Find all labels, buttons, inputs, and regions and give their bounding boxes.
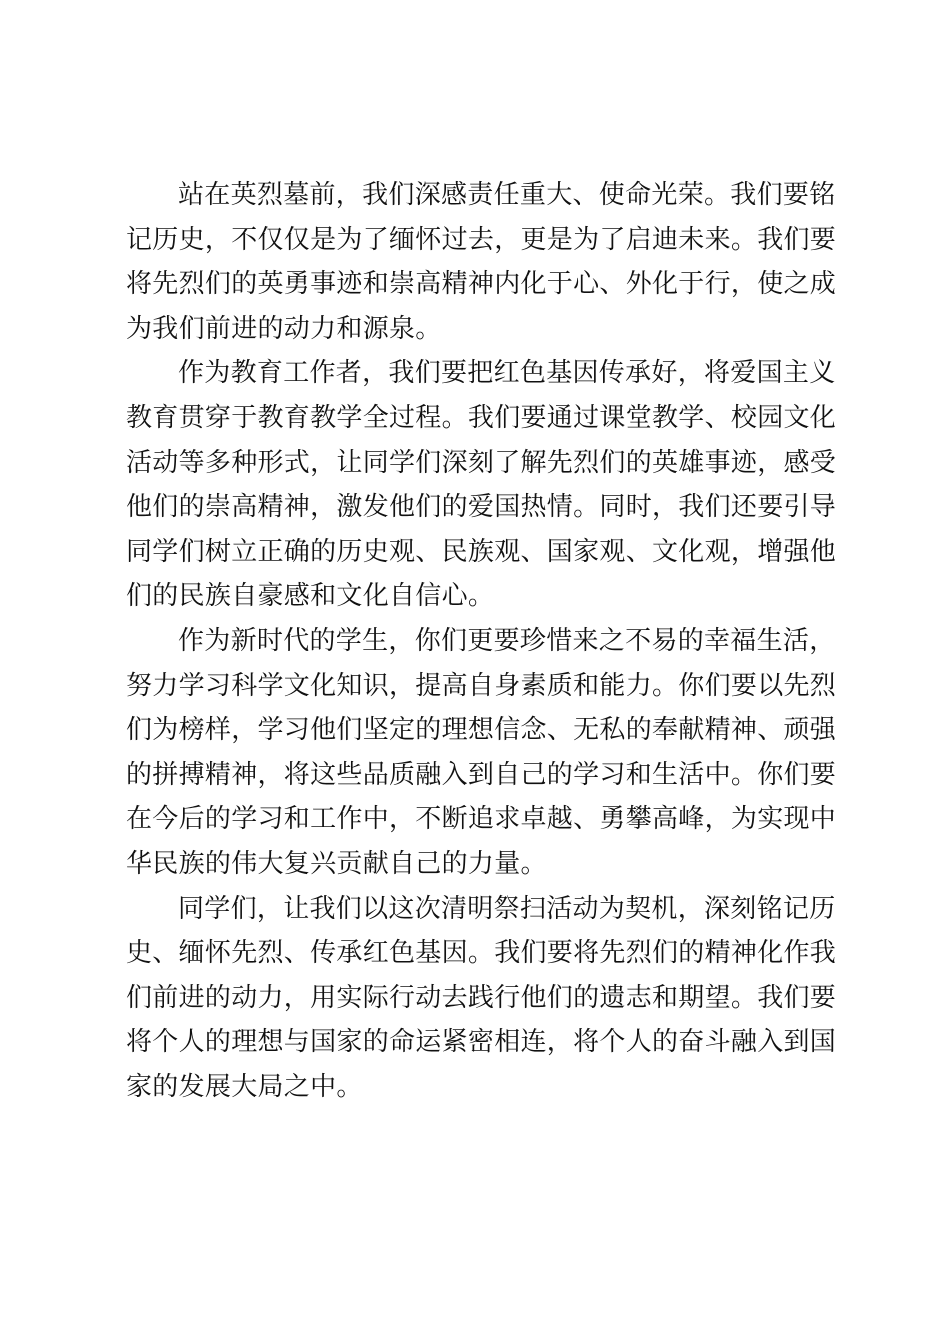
paragraph-line: 华民族的伟大复兴贡献自己的力量。 xyxy=(126,848,547,879)
paragraph-line: 作为新时代的学生，你们更要珍惜来之不易的幸福生活， xyxy=(178,625,836,656)
paragraph-line: 们前进的动力，用实际行动去践行他们的遗志和期望。我们要 xyxy=(126,982,837,1013)
paragraph-line: 将个人的理想与国家的命运紧密相连，将个人的奋斗融入到国 xyxy=(126,1027,837,1058)
paragraph-4 xyxy=(126,887,837,1110)
paragraph-3 xyxy=(126,619,837,887)
paragraph-line: 活动等多种形式，让同学们深刻了解先烈们的英雄事迹，感受 xyxy=(126,447,837,478)
paragraph-line: 在今后的学习和工作中，不断追求卓越、勇攀高峰，为实现中 xyxy=(126,804,837,835)
paragraph-line: 站在英烈墓前，我们深感责任重大、使命光荣。我们要铭 xyxy=(178,180,836,210)
document-body xyxy=(126,173,837,1109)
paragraph-line: 记历史，不仅仅是为了缅怀过去，更是为了启迪未来。我们要 xyxy=(126,224,837,255)
paragraph-1 xyxy=(126,173,837,351)
paragraph-line: 将先烈们的英勇事迹和崇高精神内化于心、外化于行，使之成 xyxy=(126,269,837,300)
paragraph-line: 努力学习科学文化知识，提高自身素质和能力。你们要以先烈 xyxy=(126,670,837,701)
paragraph-line: 们为榜样，学习他们坚定的理想信念、无私的奉献精神、顽强 xyxy=(126,715,837,746)
paragraph-line: 们的民族自豪感和文化自信心。 xyxy=(126,581,495,612)
paragraph-line: 作为教育工作者，我们要把红色基因传承好，将爱国主义 xyxy=(178,358,836,389)
paragraph-line: 同学们树立正确的历史观、民族观、国家观、文化观，增强他 xyxy=(126,536,837,567)
paragraph-line: 同学们，让我们以这次清明祭扫活动为契机，深刻铭记历 xyxy=(178,893,836,924)
paragraph-line: 家的发展大局之中。 xyxy=(126,1071,363,1102)
paragraph-line: 为我们前进的动力和源泉。 xyxy=(126,313,442,344)
paragraph-line: 教育贯穿于教育教学全过程。我们要通过课堂教学、校园文化 xyxy=(126,402,837,433)
paragraph-line: 的拼搏精神，将这些品质融入到自己的学习和生活中。你们要 xyxy=(126,759,837,790)
paragraph-line: 史、缅怀先烈、传承红色基因。我们要将先烈们的精神化作我 xyxy=(126,938,837,969)
paragraph-2 xyxy=(126,351,837,619)
paragraph-line: 他们的崇高精神，激发他们的爱国热情。同时，我们还要引导 xyxy=(126,492,837,523)
